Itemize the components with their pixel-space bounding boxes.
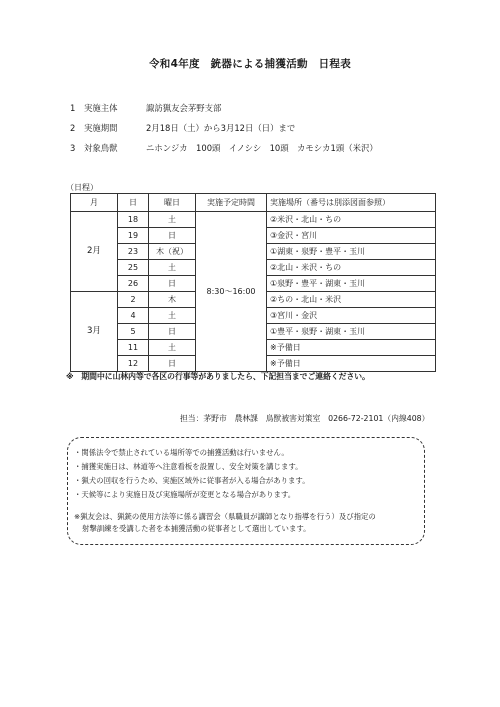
notice-hunters-association-line1: ※猟友会は、猟銃の使用方法等に係る講習会（県職員が講師となり指導を行う）及び指定の	[74, 512, 376, 521]
place-cell: ②ちの・北山・米沢	[267, 292, 436, 308]
day-cell: 19	[118, 228, 149, 244]
day-cell: 25	[118, 260, 149, 276]
place-cell: ①湖東・泉野・豊平・玉川	[267, 244, 436, 260]
month-cell: 3月	[71, 292, 118, 372]
place-cell: ②米沢・北山・ちの	[267, 212, 436, 228]
weekday-cell: 木（祝）	[149, 244, 196, 260]
weekday-cell: 土	[149, 340, 196, 356]
table-row	[71, 212, 436, 228]
header-place: 実施場所（番号は別添図面参照）	[267, 194, 436, 212]
weekday-cell: 土	[149, 260, 196, 276]
info-value: 諏訪猟友会茅野支部	[146, 103, 222, 113]
info-row-organizer	[70, 98, 378, 118]
weekday-cell: 木	[149, 292, 196, 308]
day-cell: 2	[118, 292, 149, 308]
info-label: 対象鳥獣	[84, 143, 118, 153]
place-cell: ※予備日	[267, 340, 436, 356]
weekday-cell: 日	[149, 324, 196, 340]
place-cell: ※予備日	[267, 356, 436, 372]
day-cell: 23	[118, 244, 149, 260]
info-row-period	[70, 118, 378, 138]
weekday-cell: 日	[149, 228, 196, 244]
info-value: ニホンジカ 100頭 イノシシ 10頭 カモシカ1頭（米沢）	[146, 143, 378, 153]
day-cell: 5	[118, 324, 149, 340]
contact-request-note: ※ 期間中に山林内等で各区の行事等がありましたら、下記担当までご連絡ください。	[66, 372, 370, 381]
month-cell: 2月	[71, 212, 118, 292]
place-cell: ②北山・米沢・ちの	[267, 260, 436, 276]
notice-hunters-association-line2: 射撃訓練を受講した者を本捕獲活動の従事者として選出しています。	[82, 524, 311, 533]
info-number: 3	[70, 143, 76, 153]
info-label: 実施期間	[84, 123, 118, 133]
day-cell: 12	[118, 356, 149, 372]
schedule-table	[70, 193, 436, 372]
weekday-cell: 土	[149, 308, 196, 324]
day-cell: 18	[118, 212, 149, 228]
page-title: 令和4年度 銃器による捕獲活動 日程表	[148, 58, 351, 70]
header-time: 実施予定時間	[196, 194, 267, 212]
place-cell: ①泉野・豊平・湖東・玉川	[267, 276, 436, 292]
notice-item: ・関係法令で禁止されている場所等での捕獲活動は行いません。	[74, 448, 289, 457]
info-list	[70, 98, 378, 158]
day-cell: 11	[118, 340, 149, 356]
day-cell: 4	[118, 308, 149, 324]
notice-item: ・猟犬の回収を行うため、実施区域外に従事者が入る場合があります。	[74, 476, 310, 485]
place-cell: ③金沢・宮川	[267, 228, 436, 244]
schedule-label: （日程）	[66, 183, 98, 192]
place-cell: ③宮川・金沢	[267, 308, 436, 324]
weekday-cell: 日	[149, 356, 196, 372]
header-weekday: 曜日	[149, 194, 196, 212]
weekday-cell: 日	[149, 276, 196, 292]
info-value: 2月18日（土）から3月12日（日）まで	[146, 123, 296, 133]
table-header-row	[71, 194, 436, 212]
contact-line: 担当：茅野市 農林課 鳥獣被害対策室 0266-72-2101（内線408）	[180, 414, 430, 423]
day-cell: 26	[118, 276, 149, 292]
info-label: 実施主体	[84, 103, 118, 113]
header-month: 月	[71, 194, 118, 212]
notice-item: ・捕獲実施日は、林道等へ注意看板を設置し、安全対策を講じます。	[74, 462, 303, 471]
info-number: 2	[70, 123, 76, 133]
notice-box	[67, 437, 425, 545]
time-cell: 8:30～16:00	[196, 212, 267, 372]
info-number: 1	[70, 103, 76, 113]
weekday-cell: 土	[149, 212, 196, 228]
place-cell: ①豊平・泉野・湖東・玉川	[267, 324, 436, 340]
info-row-target-animals	[70, 138, 378, 158]
header-day: 日	[118, 194, 149, 212]
notice-spacer	[74, 502, 416, 511]
notice-item: ・天候等により実施日及び実施場所が変更となる場合があります。	[74, 490, 296, 499]
